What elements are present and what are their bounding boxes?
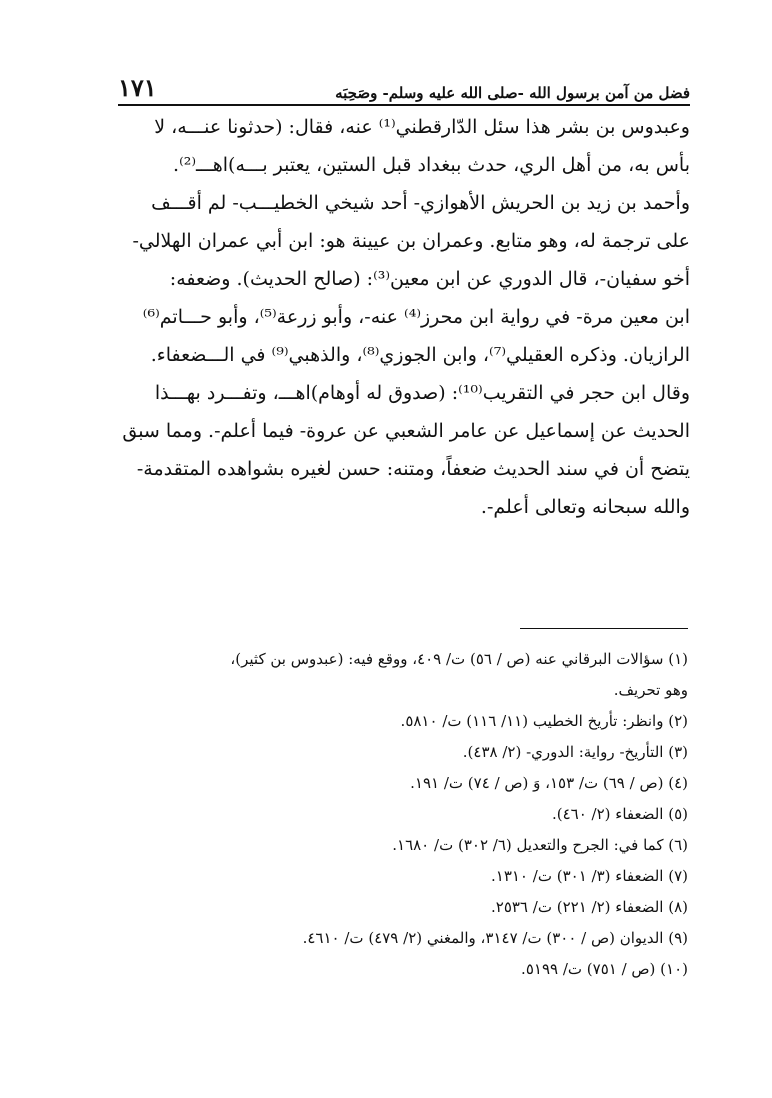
body-line: ابن معين مرة- في رواية ابن محرز⁽⁴⁾ عنه-، وأبو زرعة⁽⁵⁾، وأبو حـــاتم⁽⁶⁾ <box>142 306 690 328</box>
header-divider <box>118 104 690 106</box>
body-line: وقال ابن حجر في التقريب⁽¹⁰⁾: (صدوق له أوهام)اهـــ، وتفـــرد بهـــذا <box>154 382 690 404</box>
page-number: ١٧١ <box>118 73 157 102</box>
footnote-line: (١) سؤالات البرقاني عنه (ص / ٥٦) ت/ ٤٠٩، ووقع فيه: (عبدوس بن كثير)، <box>230 650 688 668</box>
body-line: أخو سفيان-، قال الدوري عن ابن معين⁽³⁾: (صالح الحديث). وضعفه: <box>169 268 690 290</box>
running-title: فضل من آمن برسول الله -صلى الله عليه وسلم- وصَحِبَه <box>335 84 690 102</box>
footnote-divider <box>520 628 688 629</box>
page-header <box>118 68 690 102</box>
body-line: الحديث عن إسماعيل عن عامر الشعبي عن عروة- فيما أعلم-. ومما سبق <box>122 420 690 442</box>
footnote-line: (٧) الضعفاء (٣/ ٣٠١) ت/ ١٣١٠. <box>490 867 688 885</box>
footnotes <box>118 644 688 985</box>
footnote-line: (٣) التأريخ- رواية: الدوري- (٢/ ٤٣٨). <box>462 743 688 761</box>
body-line: وأحمد بن زيد بن الحريش الأهوازي- أحد شيخي الخطيـــب- لم أقـــف <box>151 192 690 214</box>
footnote-line: (٩) الديوان (ص / ٣٠٠) ت/ ٣١٤٧، والمغني (٢/ ٤٧٩) ت/ ٤٦١٠. <box>302 929 688 947</box>
footnote-line: (٦) كما في: الجرح والتعديل (٦/ ٣٠٢) ت/ ١٦٨٠. <box>392 836 688 854</box>
footnote-line: (٢) وانظر: تأريخ الخطيب (١١/ ١١٦) ت/ ٥٨١٠. <box>400 712 688 730</box>
body-line: على ترجمة له، وهو متابع. وعمران بن عيينة هو: ابن أبي عمران الهلالي- <box>132 230 690 252</box>
footnote-line: (٨) الضعفاء (٢/ ٢٢١) ت/ ٢٥٣٦. <box>490 898 688 916</box>
main-text <box>118 108 690 526</box>
body-line: والله سبحانه وتعالى أعلم-. <box>480 496 690 518</box>
body-line: بأس به، من أهل الري، حدث ببغداد قبل الستين، يعتبر بـــه)اهـــ⁽²⁾. <box>173 154 690 176</box>
footnote-line: (٤) (ص / ٦٩) ت/ ١٥٣، وَ (ص / ٧٤) ت/ ١٩١. <box>410 774 688 792</box>
footnote-line: (١٠) (ص / ٧٥١) ت/ ٥١٩٩. <box>521 960 688 978</box>
body-line: يتضح أن في سند الحديث ضعفاً، ومتنه: حسن لغيره بشواهده المتقدمة- <box>136 458 690 480</box>
body-line: الرازيان. وذكره العقيلي⁽⁷⁾، وابن الجوزي⁽⁸⁾، والذهبي⁽⁹⁾ في الـــضعفاء. <box>150 344 690 366</box>
footnote-line: (٥) الضعفاء (٢/ ٤٦٠). <box>551 805 688 823</box>
footnote-line: وهو تحريف. <box>613 681 688 699</box>
body-line: وعبدوس بن بشر هذا سئل الدّارقطني⁽¹⁾ عنه، فقال: (حدثونا عنـــه، لا <box>154 116 690 138</box>
